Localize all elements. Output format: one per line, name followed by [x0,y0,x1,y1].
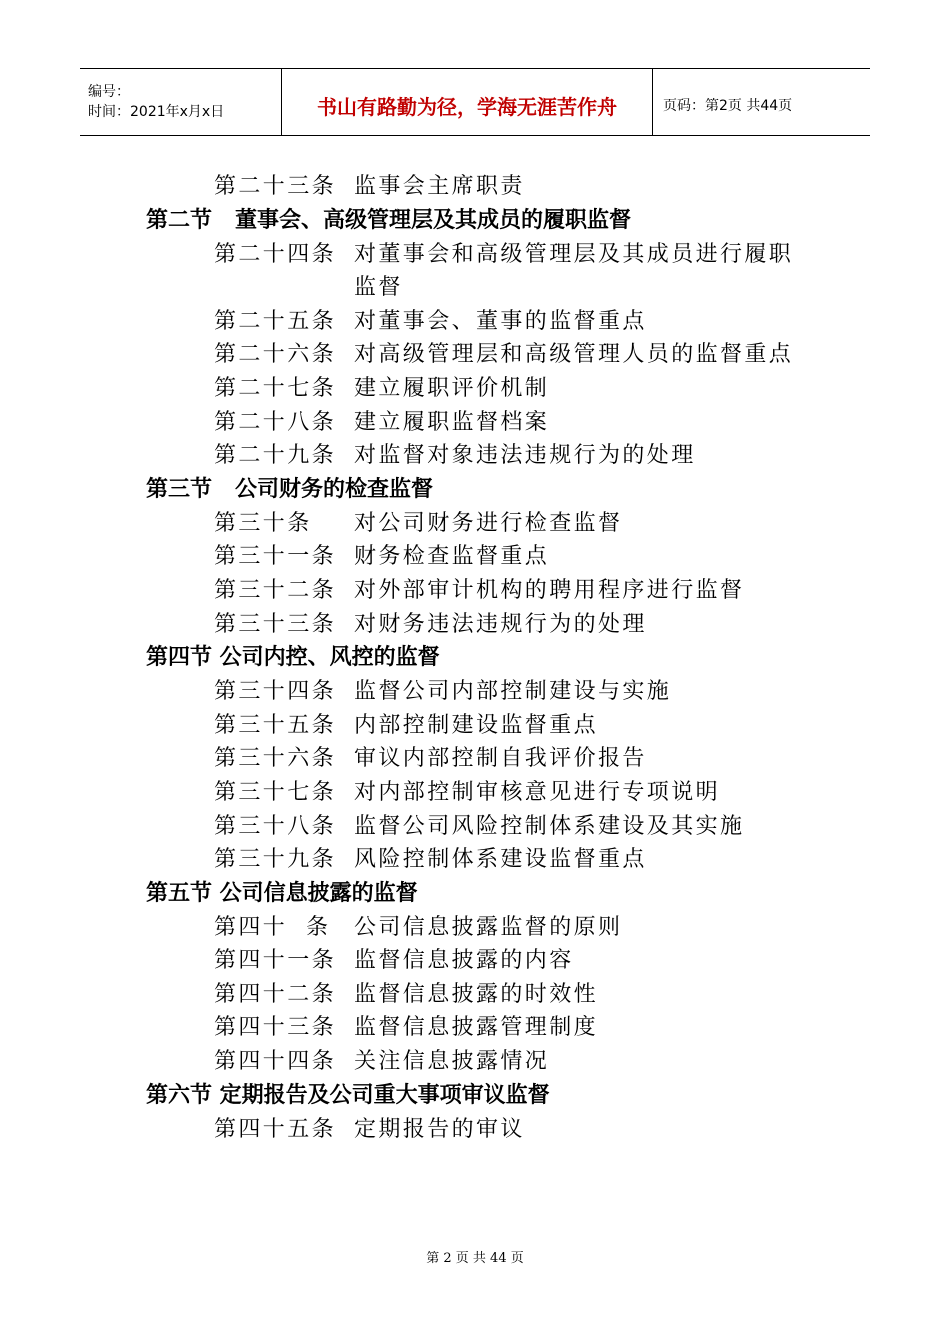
section-heading: 第五节 公司信息披露的监督 [146,880,418,906]
article-number: 第四十三条 [214,1015,337,1041]
toc-article [214,170,846,204]
article-title: 监督公司风险控制体系建设及其实施 [354,813,745,839]
toc-article [214,978,846,1012]
toc-article [214,1045,846,1079]
article-number: 第二十八条 [214,409,337,435]
article-title: 对监督对象违法违规行为的处理 [354,443,696,469]
article-title: 建立履职监督档案 [354,409,550,435]
toc-article [214,742,846,776]
article-title: 财务检查监督重点 [354,544,550,570]
section-heading: 第三节 公司财务的检查监督 [146,476,433,502]
article-number: 第四十二条 [214,981,337,1007]
article-number: 第四十四条 [214,1049,337,1075]
article-title: 监督公司内部控制建设与实施 [354,679,672,705]
article-number: 第二十五条 [214,308,337,334]
toc-article [214,439,846,473]
article-number: 第二十三条 [214,174,337,199]
article-title: 内部控制建设监督重点 [354,712,599,738]
article-number: 第三十七条 [214,779,337,805]
article-title: 对董事会、董事的监督重点 [354,308,647,334]
toc-article [214,540,846,574]
toc-article [214,406,846,440]
article-number: 第四十一条 [214,948,337,974]
toc-article [214,338,846,372]
article-number: 第四十 条 [214,914,331,940]
article-title: 审议内部控制自我评价报告 [354,746,647,772]
article-title: 公司信息披露监督的原则 [354,914,623,940]
header-motto-cell [282,69,653,135]
article-title: 对公司财务进行检查监督 [354,510,623,536]
toc-article [214,810,846,844]
article-title: 监督信息披露的时效性 [354,981,599,1007]
section-heading: 第六节 定期报告及公司重大事项审议监督 [146,1082,550,1108]
toc-article [214,238,846,305]
article-number: 第四十五条 [214,1116,337,1142]
toc-article [214,372,846,406]
article-number: 第二十六条 [214,342,337,368]
article-number: 第二十七条 [214,375,337,401]
toc-article [214,608,846,642]
toc-article [214,305,846,339]
article-number: 第二十九条 [214,443,337,469]
toc-article [214,574,846,608]
toc-article [214,1011,846,1045]
article-title: 建立履职评价机制 [354,375,550,401]
article-title: 监事会主席职责 [354,174,525,199]
toc-article [214,911,846,945]
article-title: 对高级管理层和高级管理人员的监督重点 [354,342,794,368]
article-title: 监督信息披露管理制度 [354,1015,599,1041]
motto-text: 书山有路勤为径，学海无涯苦作舟 [317,94,617,119]
header-info-cell [80,69,282,135]
article-number: 第三十四条 [214,679,337,705]
page-header [80,68,870,136]
toc-article [214,1113,846,1147]
table-of-contents [146,170,846,1146]
article-number: 第三十一条 [214,544,337,570]
article-number: 第三十九条 [214,847,337,873]
page-label: 页码：第2页 共44页 [663,98,793,114]
toc-article [214,675,846,709]
article-number: 第三十六条 [214,746,337,772]
toc-sections [146,204,846,1147]
toc-article [214,944,846,978]
article-title: 定期报告的审议 [354,1116,525,1142]
code-label: 编号： [88,84,130,100]
header-page-cell [653,69,870,135]
date-label: 时间：2021年x月x日 [88,104,225,120]
article-title: 风险控制体系建设监督重点 [354,847,647,873]
toc-article [214,843,846,877]
article-number: 第三十三条 [214,611,337,637]
article-title: 对内部控制审核意见进行专项说明 [354,779,721,805]
section-heading: 第四节 公司内控、风控的监督 [146,645,440,671]
article-title: 关注信息披露情况 [354,1049,550,1075]
toc-article [214,776,846,810]
section-heading: 第二节 董事会、高级管理层及其成员的履职监督 [146,207,631,233]
toc-article [214,507,846,541]
article-number: 第三十二条 [214,577,337,603]
toc-article [214,709,846,743]
article-number: 第三十八条 [214,813,337,839]
article-title: 监督信息披露的内容 [354,948,574,974]
page-footer: 第 2 页 共 44 页 [426,1251,524,1266]
article-number: 第三十五条 [214,712,337,738]
article-title: 对外部审计机构的聘用程序进行监督 [354,577,745,603]
article-title: 对财务违法违规行为的处理 [354,611,647,637]
article-number: 第二十四条 [214,241,337,267]
article-number: 第三十条 [214,510,312,536]
article-title: 对董事会和高级管理层及其成员进行履职监督 [354,241,794,301]
